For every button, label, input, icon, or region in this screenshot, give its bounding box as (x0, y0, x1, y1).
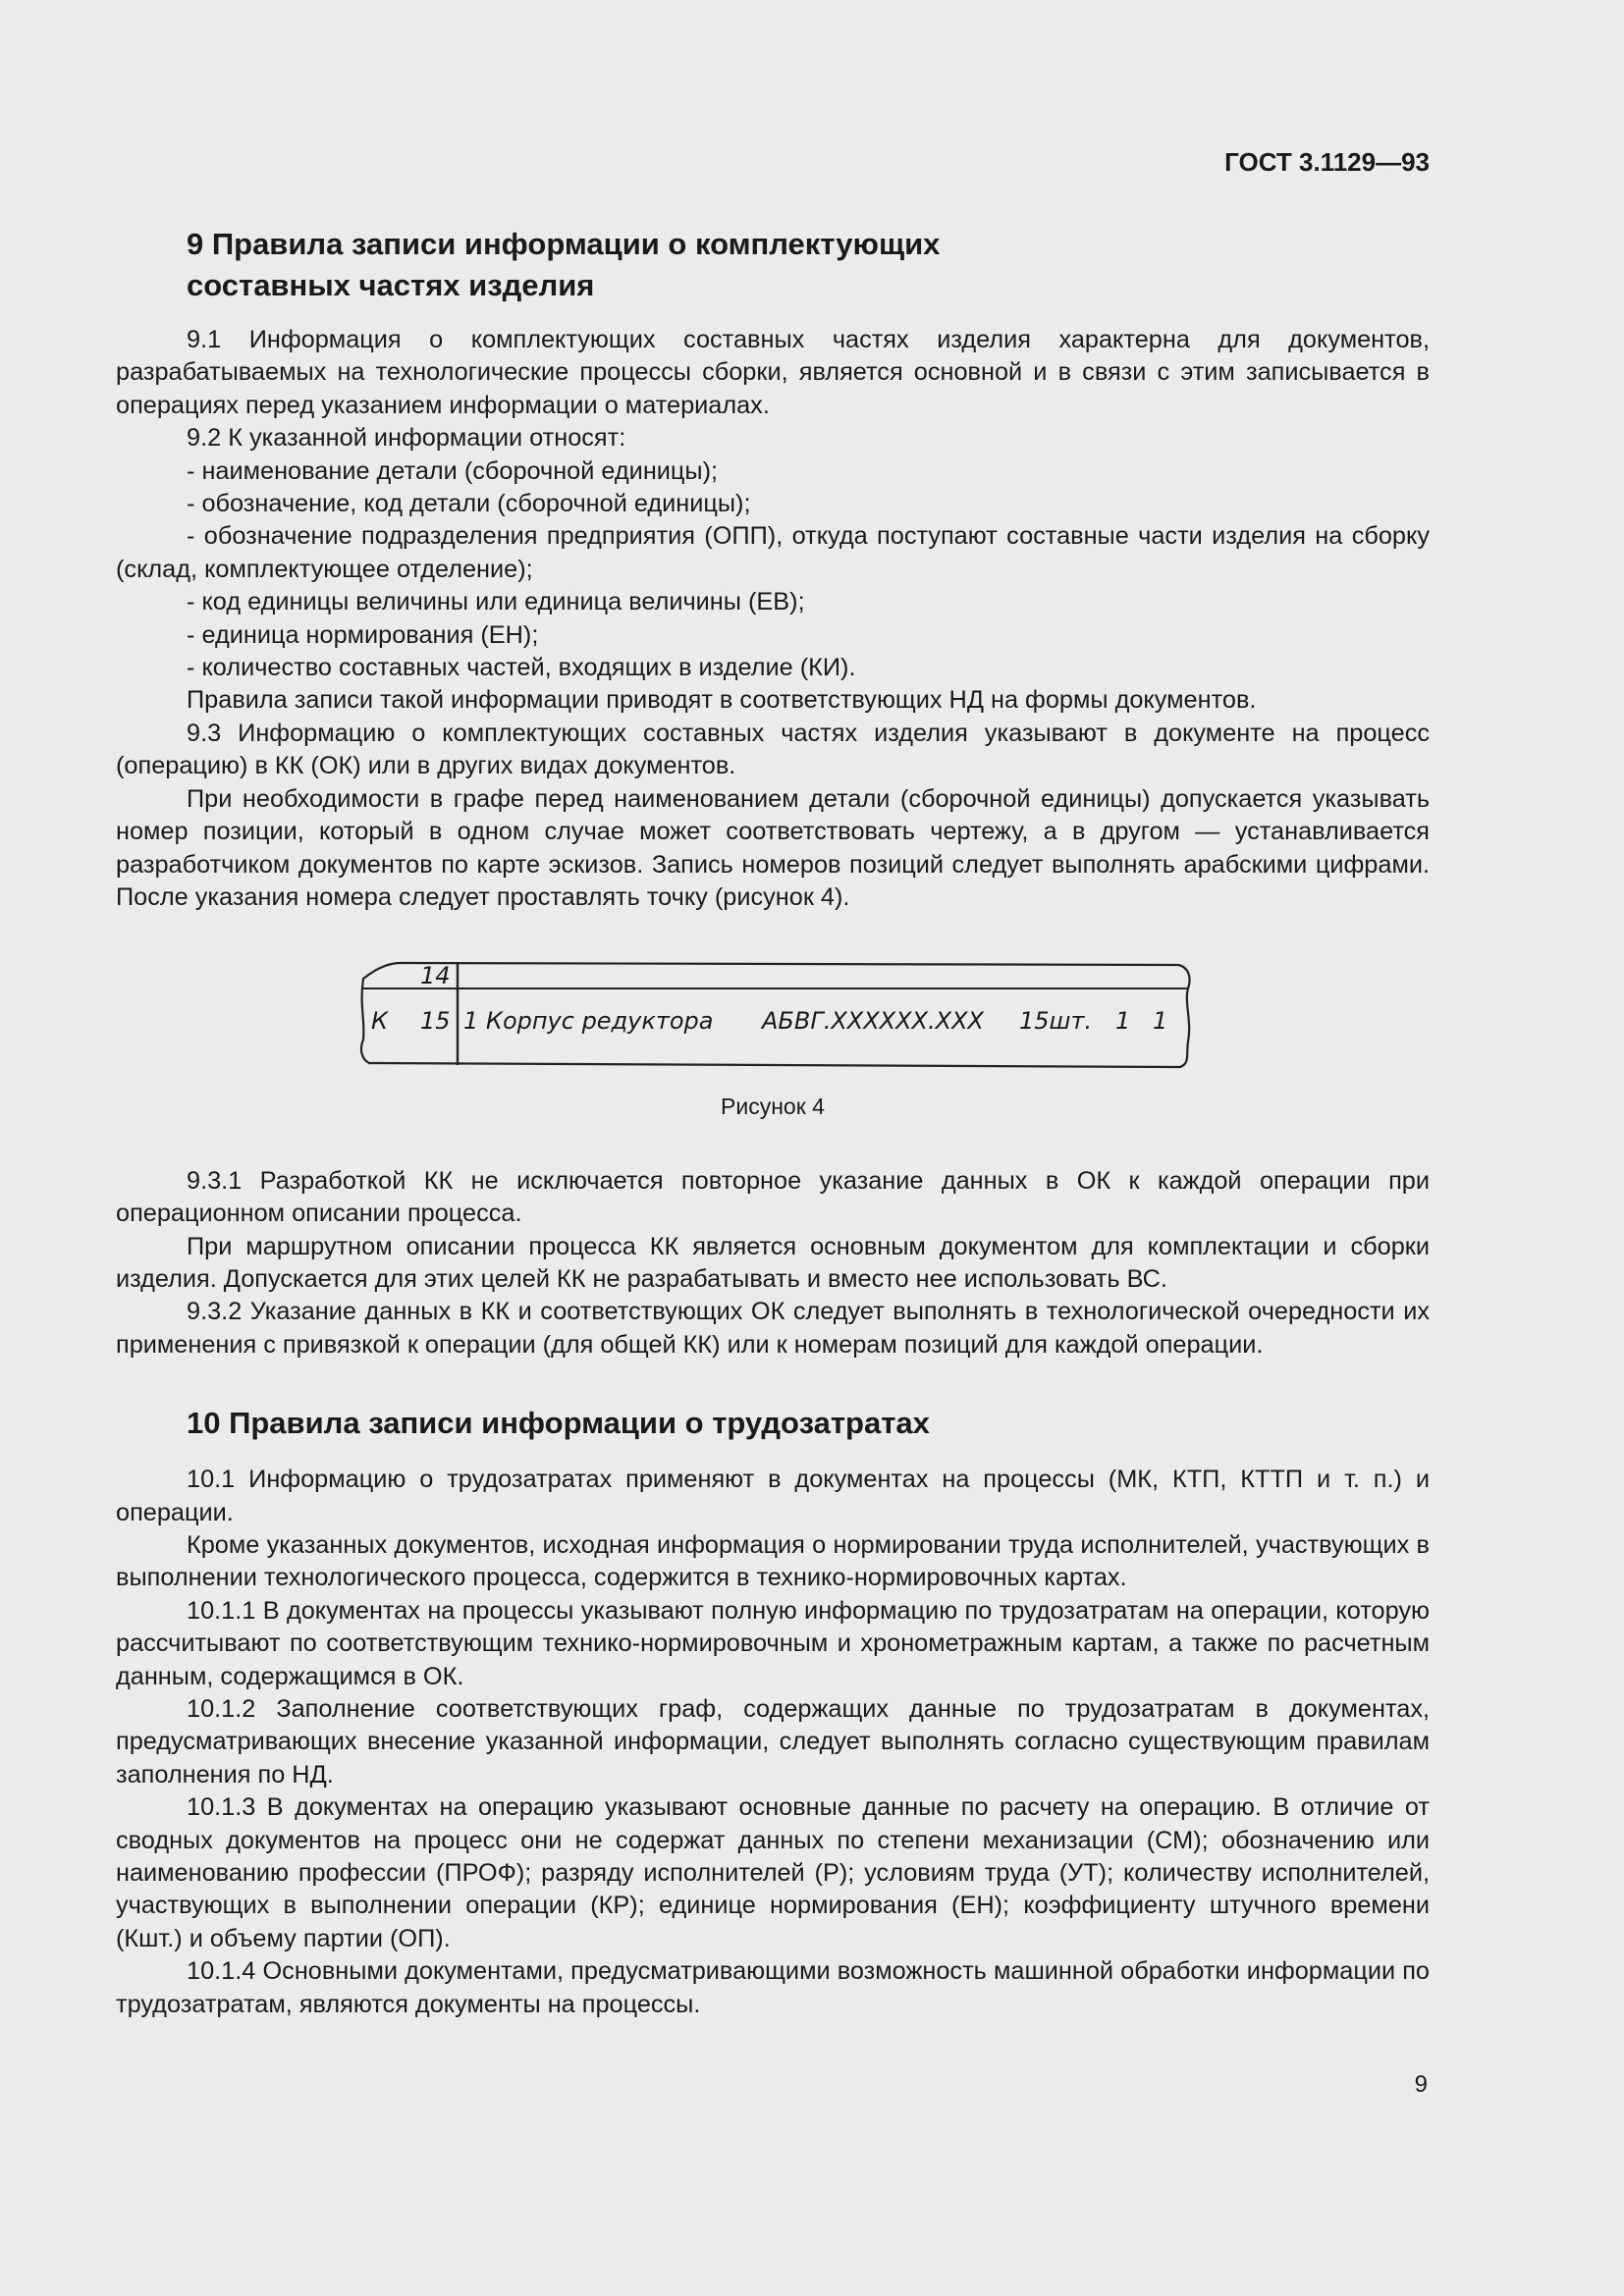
paragraph-10-1-3: 10.1.3 В документах на операцию указывают основные данные по расчету на операцию. В отличие от сводных документов на процесс они не содержат данных по степени механизации (СМ); обозначению или наименованию профессии (ПРОФ); разряду исполнителей (Р); условиям труда (УТ); количеству исполнителей, участвующих в выполнении операции (КР); единице нормирования (ЕН); коэффициенту штучного времени (Кшт.) и объему партии (ОП). (116, 1793, 1430, 1952)
paragraph-9-2: 9.2 К указанной информации относят: (187, 424, 626, 453)
section-10-heading: 10 Правила записи информации о трудозатратах (187, 1406, 930, 1441)
paragraph-source-info: Кроме указанных документов, исходная информация о нормировании труда исполнителей, участвующих в выполнении технологического процесса, содержится в технико-нормировочных картах. (116, 1530, 1430, 1592)
paragraph-9-1: 9.1 Информация о комплектующих составных частях изделия характерна для документов, разрабатываемых на технологические процессы сборки, является основной и в связи с этим записывается в операциях перед указанием информации о материалах. (116, 326, 1430, 419)
list-item-department: - обозначение подразделения предприятия (ОПП), откуда поступают составные части изделия на сборку (склад, комплектующее отделение); (116, 522, 1430, 583)
figure-row2-qty: 15шт. (1019, 1007, 1093, 1036)
paragraph-position-numbers: При необходимости в графе перед наименованием детали (сборочной единицы) допускается указывать номер позиции, который в одном случае может соответствовать чертежу, а в другом — устанавливается разработчиком документов по карте эскизов. Запись номеров позиций следует выполнять арабскими цифрами. После указания номера следует проставлять точку (рисунок 4). (116, 784, 1430, 911)
paragraph-route-description: При маршрутном описании процесса КК является основным документом для комплектации и сборки изделия. Допускается для этих целей КК не разрабатывать и вместо нее использовать ВС. (116, 1232, 1430, 1293)
paragraph-rules-note: Правила записи такой информации приводят в соответствующих НД на формы документов. (187, 686, 1257, 715)
paragraph-10-1-1: 10.1.1 В документах на процессы указывают полную информацию по трудозатратам на операции, которую рассчитывают по соответствующим технико-нормировочным и хронометражным картам, а также по расчетным данным, содержащимся в ОК. (116, 1596, 1430, 1690)
section-9-heading (187, 224, 1430, 306)
figure-row2-num: 15 (420, 1007, 451, 1036)
page-number: 9 (1414, 2071, 1428, 2098)
paragraph-9-3-2: 9.3.2 Указание данных в КК и соответствующих ОК следует выполнять в технологической очередности их применения с привязкой к операции (для общей КК) или к номерам позиций для каждой операции. (116, 1298, 1430, 1359)
figure-row2-text: 1 Корпус редуктора (463, 1007, 714, 1036)
paragraph-9-3-1: 9.3.1 Разработкой КК не исключается повторное указание данных в ОК к каждой операции при операционном описании процесса. (116, 1166, 1430, 1228)
paragraph-10-1-4: 10.1.4 Основными документами, предусматривающими возможность машинной обработки информации по трудозатратам, являются документы на процессы. (116, 1957, 1430, 2018)
figure-row2-v1: 1 (1115, 1007, 1131, 1036)
figure-row1-num: 14 (420, 962, 451, 990)
paragraph-10-1: 10.1 Информацию о трудозатратах применяют в документах на процессы (МК, КТП, КТТП и т. п.) и операции. (116, 1466, 1430, 1526)
list-item-quantity: - количество составных частей, входящих в изделие (КИ). (187, 654, 856, 682)
section-9-title-line2: составных частях изделия (187, 268, 595, 302)
list-item-unit-code: - код единицы величины или единица величины (ЕВ); (187, 588, 805, 616)
figure-row2-code: АБВГ.XXXXXX.XXX (762, 1007, 984, 1036)
list-item-name: - наименование детали (сборочной единицы); (187, 456, 719, 485)
paragraph-9-3: 9.3 Информацию о комплектующих составных частях изделия указывают в документе на процесс (операцию) в КК (ОК) или в других видах документов. (116, 719, 1430, 780)
figure-4 (116, 943, 1430, 1091)
list-item-designation: - обозначение, код детали (сборочной единицы); (187, 490, 751, 518)
figure-row2-v2: 1 (1153, 1007, 1168, 1036)
paragraph-10-1-2: 10.1.2 Заполнение соответствующих граф, содержащих данные по трудозатратам в документах, предусматривающих внесение указанной информации, следует выполнять согласно существующим правилам заполнения по НД. (116, 1695, 1430, 1789)
figure-4-sketch (116, 943, 1430, 1091)
figure-row2-letter: К (371, 1007, 389, 1036)
list-item-norm-unit: - единица нормирования (ЕН); (187, 620, 539, 649)
page-content (116, 224, 1430, 2021)
section-9-title-line1: 9 Правила записи информации о комплектующих (187, 227, 941, 261)
figure-4-caption: Рисунок 4 (721, 1094, 825, 1120)
document-code-header: ГОСТ 3.1129—93 (1224, 147, 1430, 177)
